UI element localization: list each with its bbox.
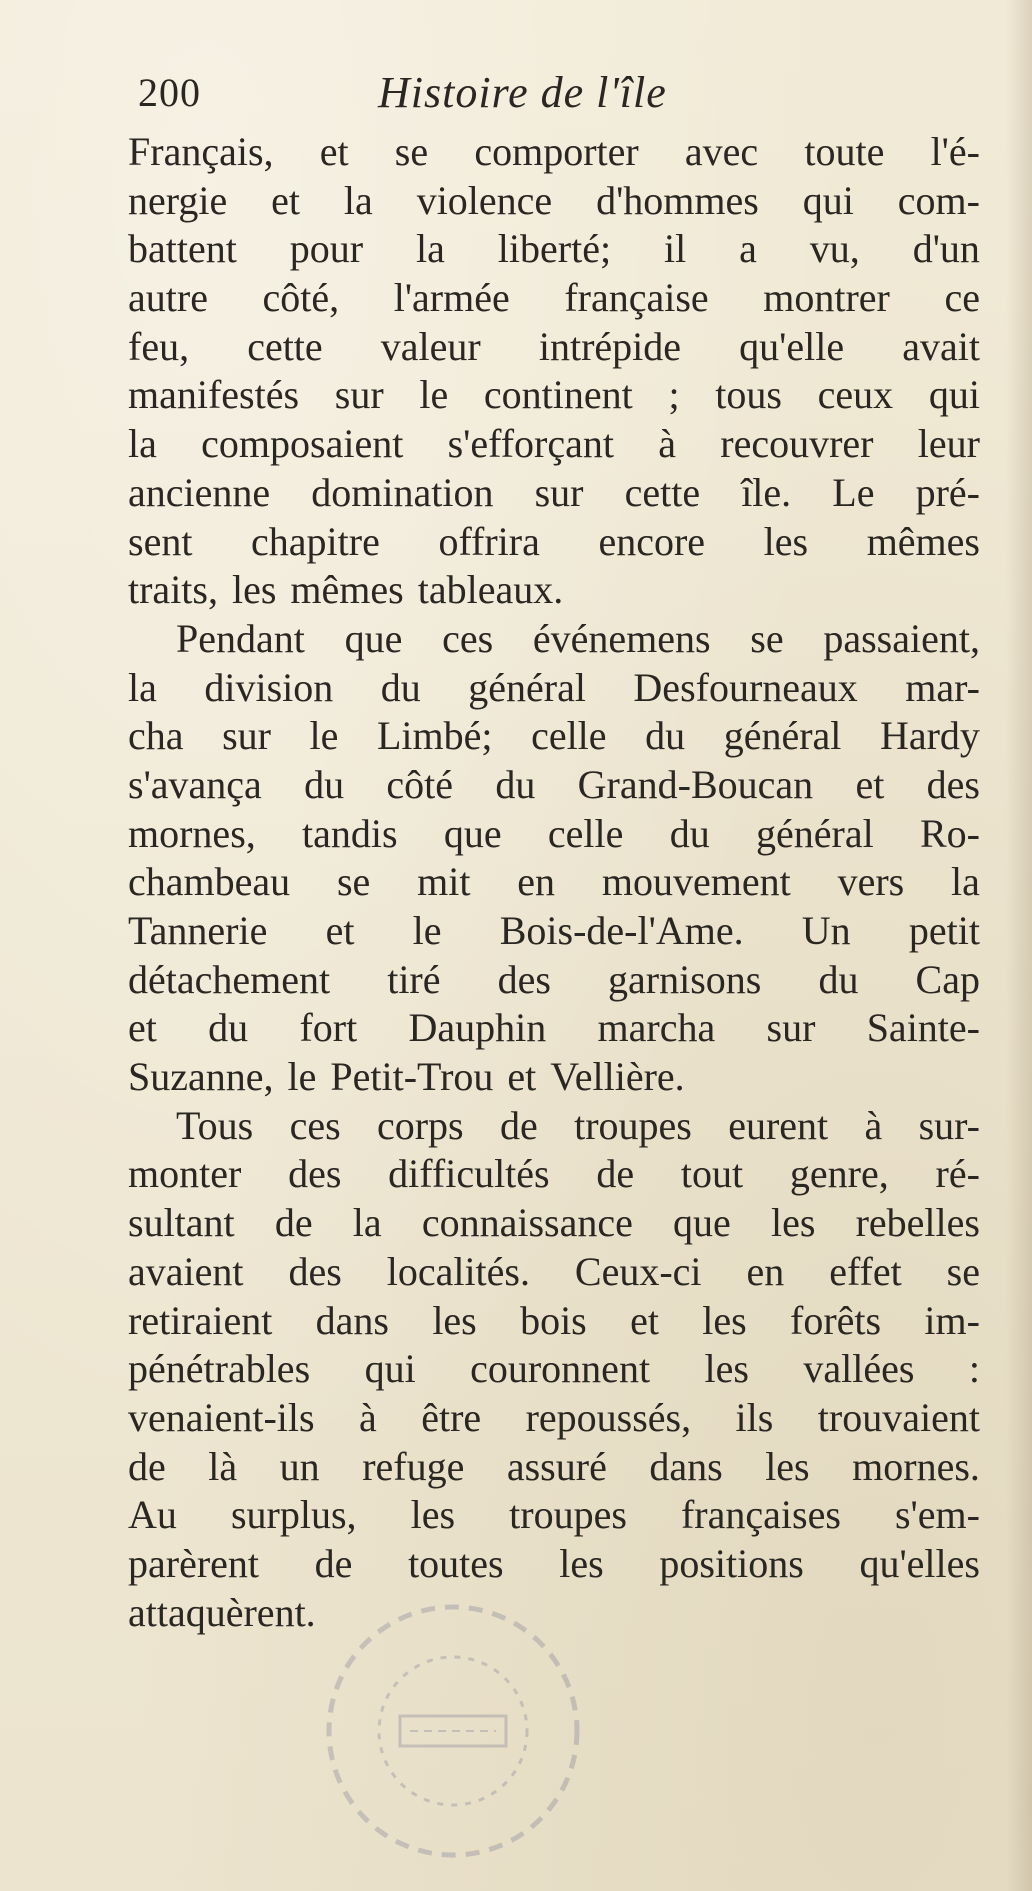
text-line: Français, et se comporter avec toute l'é- bbox=[128, 129, 980, 174]
text-line: pénétrables qui couronnent les vallées : bbox=[128, 1346, 980, 1392]
text-line: manifestés sur le continent ; tous ceux qui bbox=[128, 372, 980, 418]
text-line: avaient des localités. Ceux-ci en effet se bbox=[128, 1248, 980, 1294]
text-line: Suzanne, le Petit-Trou et Vellière. bbox=[128, 1054, 685, 1100]
running-title: Histoire de l'île bbox=[378, 68, 667, 117]
text-line: et du fort Dauphin marcha sur Sainte- bbox=[128, 1005, 980, 1051]
text-line: Au surplus, les troupes françaises s'em- bbox=[128, 1492, 980, 1538]
text-line: Tannerie et le Bois-de-l'Ame. Un petit bbox=[128, 908, 980, 953]
page-number: 200 bbox=[138, 70, 201, 115]
text-line: autre côté, l'armée française montrer ce bbox=[128, 275, 980, 321]
paragraph-3 bbox=[128, 1102, 980, 1638]
text-line: détachement tiré des garnisons du Cap bbox=[128, 956, 980, 1002]
text-line: ancienne domination sur cette île. Le pré- bbox=[128, 469, 980, 515]
text-line: traits, les mêmes tableaux. bbox=[128, 567, 564, 613]
text-line: la division du général Desfourneaux mar- bbox=[128, 664, 980, 710]
text-line: venaient-ils à être repoussés, ils trouvaient bbox=[128, 1394, 980, 1440]
text-line: Tous ces corps de troupes eurent à sur- bbox=[176, 1102, 980, 1148]
text-line: parèrent de toutes les positions qu'elles bbox=[128, 1540, 980, 1586]
library-stamp bbox=[322, 1600, 584, 1862]
text-line: s'avança du côté du Grand-Boucan et des bbox=[128, 761, 980, 807]
text-line: la composaient s'efforçant à recouvrer leur bbox=[128, 421, 980, 467]
body-text bbox=[128, 128, 980, 1637]
text-line: retiraient dans les bois et les forêts im- bbox=[128, 1297, 980, 1343]
text-line: cha sur le Limbé; celle du général Hardy bbox=[128, 713, 980, 759]
paragraph-1 bbox=[128, 128, 980, 615]
running-head bbox=[138, 62, 758, 124]
text-line: monter des difficultés de tout genre, ré- bbox=[128, 1151, 980, 1197]
text-line: sent chapitre offrira encore les mêmes bbox=[128, 518, 980, 564]
text-line: Pendant que ces événemens se passaient, bbox=[176, 615, 980, 661]
text-line: chambeau se mit en mouvement vers la bbox=[128, 859, 980, 905]
text-line: mornes, tandis que celle du général Ro- bbox=[128, 810, 980, 856]
text-line: de là un refuge assuré dans les mornes. bbox=[128, 1443, 980, 1489]
text-line: sultant de la connaissance que les rebelles bbox=[128, 1200, 980, 1246]
text-line: attaquèrent. bbox=[128, 1589, 316, 1635]
text-line: feu, cette valeur intrépide qu'elle avait bbox=[128, 323, 980, 369]
text-line: nergie et la violence d'hommes qui com- bbox=[128, 177, 980, 223]
text-line: battent pour la liberté; il a vu, d'un bbox=[128, 226, 980, 272]
paragraph-2 bbox=[128, 615, 980, 1102]
